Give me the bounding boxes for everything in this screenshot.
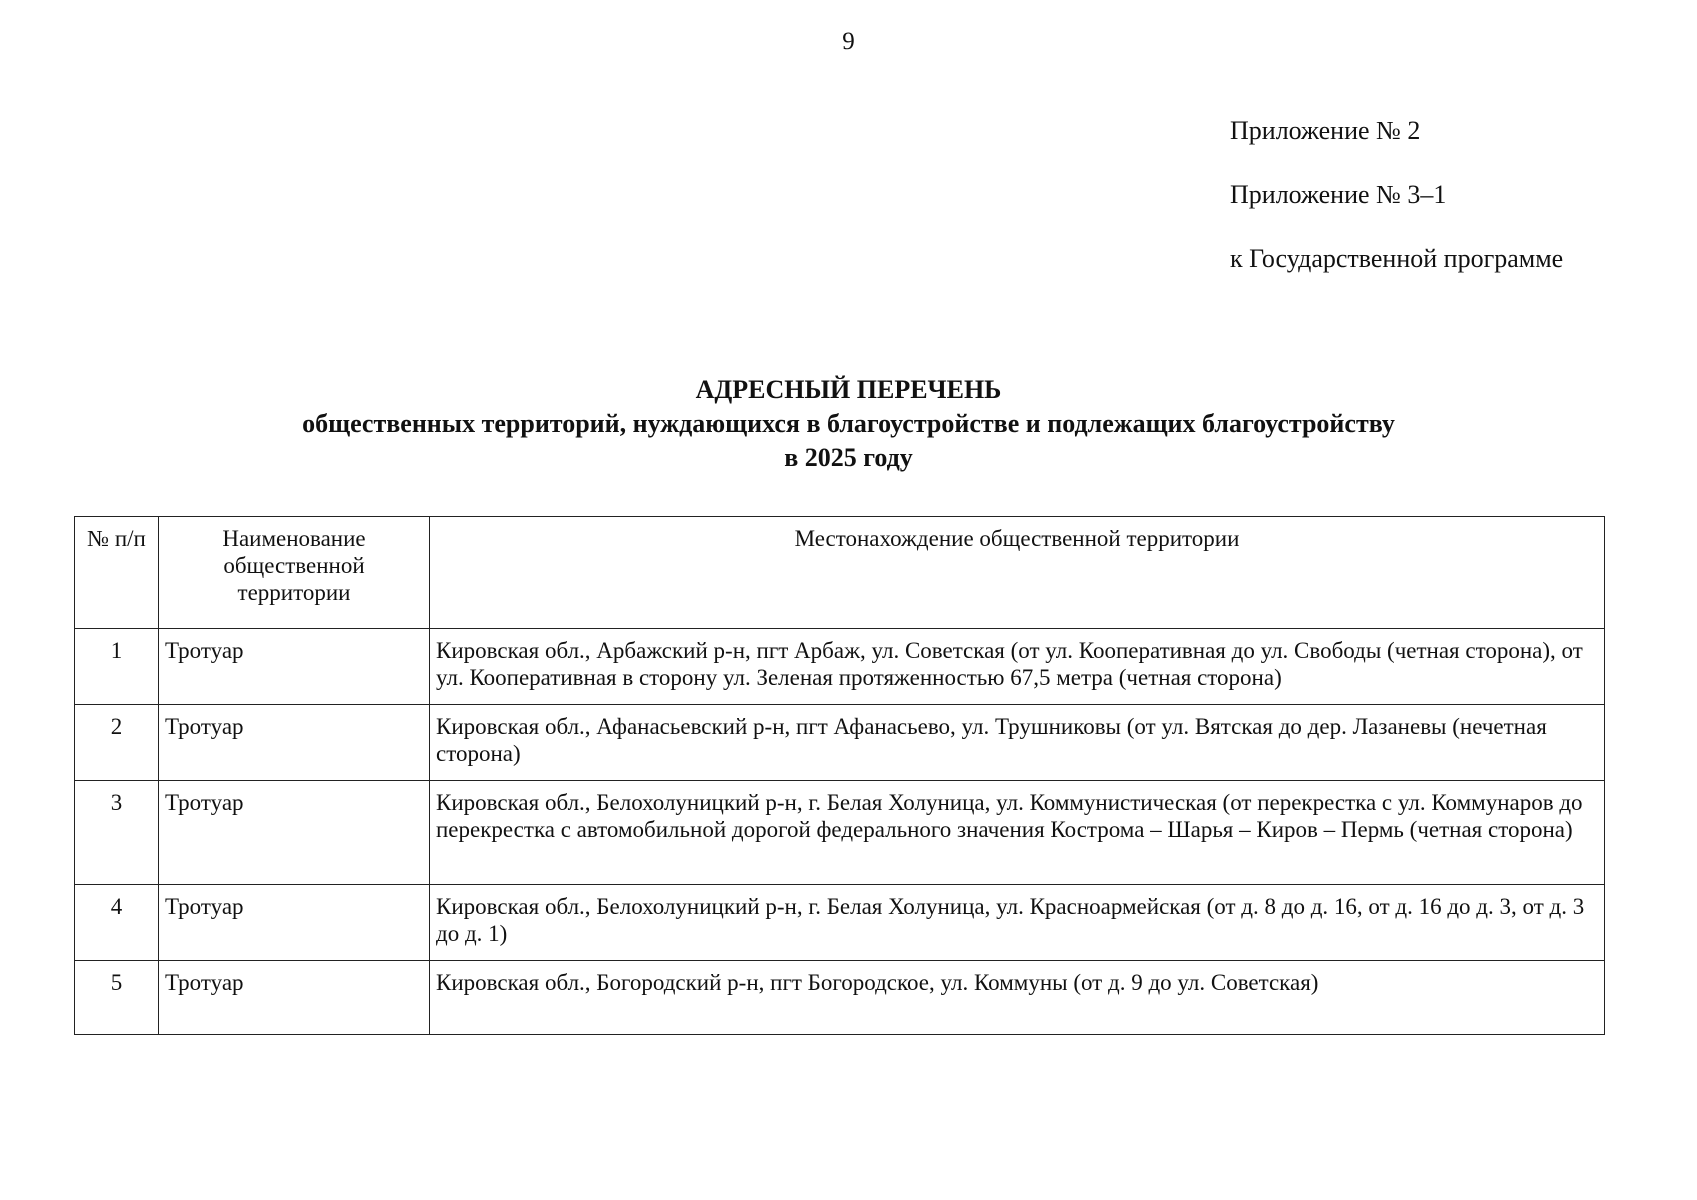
row-num: 2 bbox=[75, 705, 159, 781]
row-name: Тротуар bbox=[159, 705, 430, 781]
header-num: № п/п bbox=[75, 517, 159, 629]
table-row bbox=[75, 781, 1605, 885]
row-name: Тротуар bbox=[159, 781, 430, 885]
table-row bbox=[75, 885, 1605, 961]
appendix-line-2: Приложение № 3–1 bbox=[1230, 180, 1447, 209]
row-location: Кировская обл., Арбажский р-н, пгт Арбаж, ул. Советская (от ул. Кооперативная до ул. Свободы (четная сторона), от ул. Кооперативная в сторону ул. Зеленая протяженностью 67,5 метра (четная сторона) bbox=[430, 629, 1605, 705]
row-location: Кировская обл., Афанасьевский р-н, пгт Афанасьево, ул. Трушниковы (от ул. Вятская до дер. Лазаневы (нечетная сторона) bbox=[430, 705, 1605, 781]
appendix-line-3: к Государственной программе bbox=[1230, 244, 1564, 273]
title-line-2: общественных территорий, нуждающихся в благоустройстве и подлежащих благоустройству bbox=[302, 409, 1395, 438]
document-title bbox=[0, 373, 1697, 475]
row-num: 3 bbox=[75, 781, 159, 885]
page-number: 9 bbox=[842, 28, 855, 55]
title-line-1: АДРЕСНЫЙ ПЕРЕЧЕНЬ bbox=[695, 375, 1002, 404]
title-line-3: в 2025 году bbox=[784, 443, 913, 472]
row-location: Кировская обл., Белохолуницкий р-н, г. Белая Холуница, ул. Коммунистическая (от перекрестка с ул. Коммунаров до перекрестка с автомобильной дорогой федерального значения Кострома – Шарья – Киров – Пермь (четная сторона) bbox=[430, 781, 1605, 885]
row-location: Кировская обл., Белохолуницкий р-н, г. Белая Холуница, ул. Красноармейская (от д. 8 до д. 16, от д. 16 до д. 3, от д. 3 до д. 1) bbox=[430, 885, 1605, 961]
row-num: 1 bbox=[75, 629, 159, 705]
row-location: Кировская обл., Богородский р-н, пгт Богородское, ул. Коммуны (от д. 9 до ул. Советская) bbox=[430, 961, 1605, 1035]
table-row bbox=[75, 629, 1605, 705]
table-row bbox=[75, 961, 1605, 1035]
header-location: Местонахождение общественной территории bbox=[430, 517, 1605, 629]
row-name: Тротуар bbox=[159, 629, 430, 705]
row-name: Тротуар bbox=[159, 885, 430, 961]
appendix-line-1: Приложение № 2 bbox=[1230, 116, 1421, 145]
table-header-row bbox=[75, 517, 1605, 629]
row-num: 4 bbox=[75, 885, 159, 961]
table-row bbox=[75, 705, 1605, 781]
header-name: Наименование общественной территории bbox=[159, 517, 430, 629]
address-list-table bbox=[74, 516, 1605, 1035]
row-name: Тротуар bbox=[159, 961, 430, 1035]
row-num: 5 bbox=[75, 961, 159, 1035]
appendix-block bbox=[1230, 118, 1563, 310]
